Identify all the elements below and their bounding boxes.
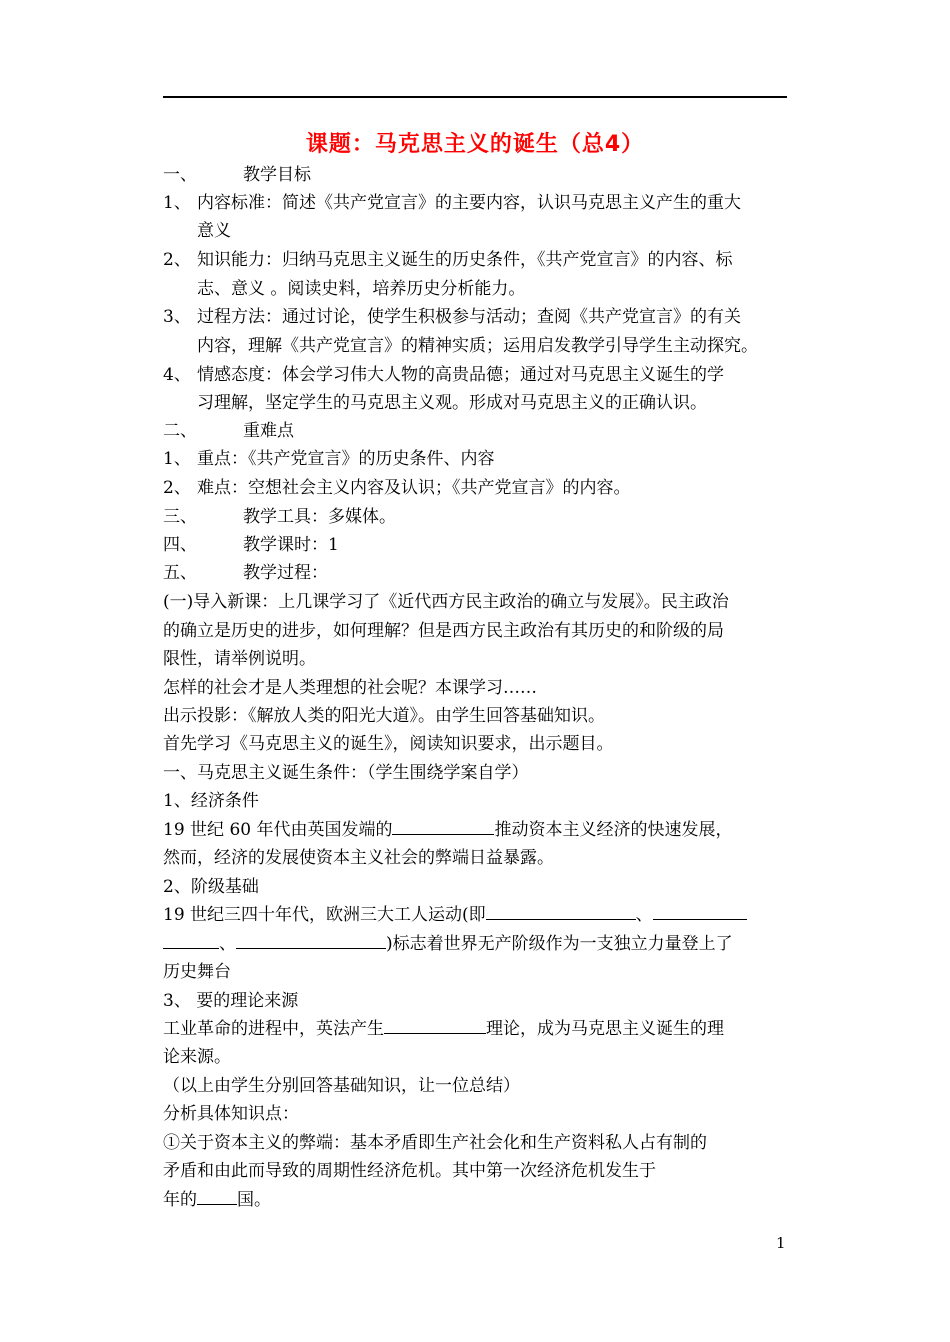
section-heading-goals — [163, 164, 789, 186]
question-text: )标志着世界无产阶级作为一支独立力量登上了 — [386, 934, 733, 954]
analysis-point-1: ①关于资本主义的弊端：基本矛盾即生产社会化和生产资料私人占有制的 — [163, 1133, 707, 1153]
goal-item-2 — [163, 249, 789, 271]
item-text: 情感态度：体会学习伟大人物的高贵品德；通过对马克思主义诞生的学 — [197, 365, 724, 385]
item-number: 1、 — [163, 449, 191, 469]
fill-blank-line — [163, 819, 789, 841]
condition-heading-economic: 1、经济条件 — [163, 791, 259, 811]
item-text: 重点：《共产党宣言》的历史条件、内容 — [197, 449, 495, 469]
paragraph: 出示投影：《解放人类的阳光大道》。由学生回答基础知识。 — [163, 706, 605, 726]
page-number: 1 — [776, 1234, 786, 1252]
intro-line-3: 限性，请举例说明。 — [163, 649, 316, 669]
key-point-1 — [163, 448, 789, 470]
answer-blank[interactable] — [197, 1189, 237, 1205]
item-number: 2、 — [163, 478, 191, 498]
question-text: 年的 — [163, 1190, 197, 1210]
goal-item-1 — [163, 192, 789, 214]
section-label: 教学工具：多媒体。 — [243, 507, 396, 527]
paragraph: 怎样的社会才是人类理想的社会呢？本课学习…… — [163, 678, 537, 698]
answer-blank[interactable] — [163, 933, 219, 949]
fill-blank-line — [163, 1018, 789, 1040]
section-heading-key-points — [163, 420, 789, 442]
section-number: 五、 — [163, 563, 197, 583]
intro-line-2: 的确立是历史的进步，如何理解？但是西方民主政治有其历史的和阶级的局 — [163, 621, 724, 641]
goal-item-2-cont: 志、意义 。阅读史料，培养历史分析能力。 — [197, 279, 526, 299]
note: （以上由学生分别回答基础知识，让一位总结） — [163, 1076, 520, 1096]
fill-blank-line — [163, 1189, 789, 1211]
section-heading-process — [163, 562, 789, 584]
fill-blank-line — [163, 933, 789, 955]
item-text: 难点：空想社会主义内容及认识；《共产党宣言》的内容。 — [197, 478, 631, 498]
section-number: 四、 — [163, 535, 197, 555]
section-label: 教学目标 — [243, 165, 311, 185]
item-text: 过程方法：通过讨论，使学生积极参与活动；查阅《共产党宣言》的有关 — [197, 307, 741, 327]
paragraph: 然而，经济的发展使资本主义社会的弊端日益暴露。 — [163, 848, 554, 868]
item-text: 知识能力：归纳马克思主义诞生的历史条件，《共产党宣言》的内容、标 — [197, 250, 733, 270]
goal-item-3 — [163, 306, 789, 328]
section-number: 三、 — [163, 507, 197, 527]
question-text: 理论，成为马克思主义诞生的理 — [486, 1019, 724, 1039]
paragraph: 首先学习《马克思主义的诞生》，阅读知识要求，出示题目。 — [163, 734, 614, 754]
subheading-conditions: 一、马克思主义诞生条件：（学生围绕学案自学） — [163, 763, 529, 783]
goal-item-4 — [163, 364, 789, 386]
question-text: 19 世纪 60 年代由英国发端的 — [163, 820, 393, 840]
key-point-2 — [163, 477, 789, 499]
header-rule — [163, 96, 787, 98]
item-number: 1、 — [163, 193, 191, 213]
section-label: 教学过程： — [243, 563, 328, 583]
goal-item-4-cont: 习理解，坚定学生的马克思主义观。形成对马克思主义的正确认识。 — [197, 393, 707, 413]
section-number: 二、 — [163, 421, 197, 441]
answer-blank[interactable] — [486, 904, 636, 920]
condition-heading-class: 2、阶级基础 — [163, 877, 259, 897]
separator: 、 — [635, 905, 653, 925]
item-number: 4、 — [163, 365, 191, 385]
section-heading-hours — [163, 534, 789, 556]
section-number: 一、 — [163, 165, 197, 185]
question-text: 推动资本主义经济的快速发展， — [494, 820, 733, 840]
paragraph: 论来源。 — [163, 1047, 231, 1067]
analysis-point-1-cont: 矛盾和由此而导致的周期性经济危机。其中第一次经济危机发生于 — [163, 1161, 656, 1181]
section-label: 教学课时：1 — [243, 535, 339, 555]
paragraph: 历史舞台 — [163, 962, 231, 982]
section-label: 重难点 — [243, 421, 294, 441]
goal-item-3-cont: 内容，理解《共产党宣言》的精神实质；运用启发教学引导学生主动探究。 — [197, 336, 758, 356]
answer-blank[interactable] — [384, 1018, 486, 1034]
answer-blank[interactable] — [392, 819, 494, 835]
item-text: 内容标准：简述《共产党宣言》的主要内容，认识马克思主义产生的重大 — [197, 193, 741, 213]
question-text: 工业革命的进程中，英法产生 — [163, 1019, 384, 1039]
paragraph: 分析具体知识点： — [163, 1104, 299, 1124]
question-text: 国。 — [237, 1190, 271, 1210]
page-title: 课题：马克思主义的诞生（总4） — [305, 132, 645, 157]
intro-line-1: (一)导入新课：上几课学习了《近代西方民主政治的确立与发展》。民主政治 — [163, 592, 729, 612]
answer-blank[interactable] — [653, 904, 747, 920]
section-heading-tools — [163, 506, 789, 528]
item-number: 3、 — [163, 307, 191, 327]
goal-item-1-cont: 意义 — [197, 221, 231, 241]
item-number: 2、 — [163, 250, 191, 270]
answer-blank[interactable] — [236, 933, 386, 949]
separator: 、 — [219, 934, 236, 954]
question-text: 19 世纪三四十年代，欧洲三大工人运动(即 — [163, 905, 486, 925]
fill-blank-line — [163, 904, 789, 926]
condition-heading-theory: 3、 要的理论来源 — [163, 991, 299, 1011]
